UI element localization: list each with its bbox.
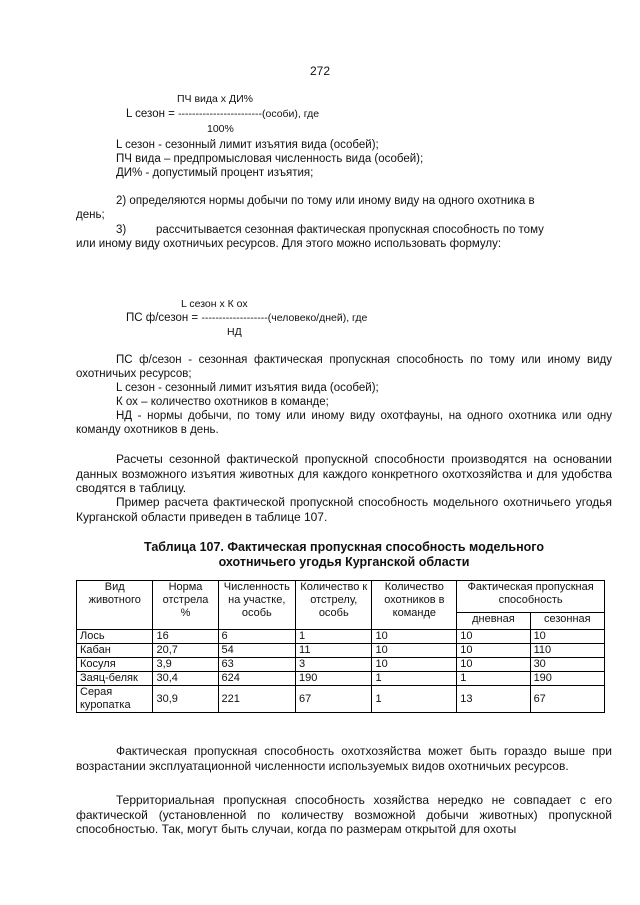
item-2-line2: день;: [76, 209, 105, 221]
cell-hunters: 10: [372, 644, 457, 658]
cell-daily: 10: [457, 630, 530, 644]
header-hunters: Количество охотников в команде: [372, 581, 457, 630]
cell-species: Лось: [77, 630, 153, 644]
header-norm: Норма отстрела %: [153, 581, 218, 630]
header-seasonal: сезонная: [530, 613, 604, 630]
cell-quota: 67: [296, 686, 372, 713]
cell-hunters: 1: [372, 686, 457, 713]
cell-daily: 10: [457, 658, 530, 672]
definition-ps: ПС ф/сезон - сезонная фактическая пропускная способность по тому или иному виду охотничьих ресурсов;: [76, 354, 612, 380]
cell-population: 624: [218, 672, 295, 686]
cell-seasonal: 10: [530, 630, 604, 644]
cell-quota: 190: [296, 672, 372, 686]
formula2-dashes: -------------------: [201, 312, 268, 324]
paragraph-actual-capacity: Фактическая пропускная способность охотхозяйства может быть гораздо выше при возрастании эксплуатационной численности используемых видов охотничьих ресурсов.: [76, 744, 612, 773]
table-header-row: [77, 581, 605, 613]
capacity-table: [76, 580, 605, 713]
table-caption-line2: охотничьего угодья Курганской области: [218, 555, 470, 569]
item-3-number: 3): [116, 224, 127, 236]
cell-seasonal: 67: [530, 686, 604, 713]
cell-seasonal: 110: [530, 644, 604, 658]
cell-population: 54: [218, 644, 295, 658]
cell-species: Серая куропатка: [77, 686, 153, 713]
cell-population: 63: [218, 658, 295, 672]
header-species: Вид животного: [77, 581, 153, 630]
paragraph-calculations: Расчеты сезонной фактической пропускной способности производятся на основании данных возможного изъятия животных для каждого конкретного охотхозяйства и для удобства сводятся в таблицу.: [76, 452, 612, 495]
paragraph-territorial-capacity: Территориальная пропускная способность хозяйства нередко не совпадает с его фактической (установленной по количеству возможной добычи животных) пропускной способностью. Так, могут быть случаи, когда по размерам открытой для охоты: [76, 793, 612, 836]
header-population: Численность на участке, особь: [218, 581, 295, 630]
table-row: [77, 630, 605, 644]
formula2-lhs: ПС ф/сезон =: [126, 312, 199, 324]
cell-daily: 13: [457, 686, 530, 713]
formula1-lhs: L сезон =: [126, 108, 175, 120]
table-row: [77, 686, 605, 713]
paragraph-example: Пример расчета фактической пропускной способность модельного охотничьего угодья Курганской области приведен в таблице 107.: [76, 495, 612, 524]
cell-population: 6: [218, 630, 295, 644]
cell-norm: 20,7: [153, 644, 218, 658]
cell-norm: 3,9: [153, 658, 218, 672]
cell-quota: 3: [296, 658, 372, 672]
definition-di: ДИ% - допустимый процент изъятия;: [116, 167, 314, 179]
formula1-numerator: ПЧ вида х ДИ%: [177, 93, 253, 105]
cell-hunters: 10: [372, 658, 457, 672]
cell-hunters: 1: [372, 672, 457, 686]
formula1-tail: (особи), где: [261, 108, 320, 120]
formula2-numerator: L сезон х К ох: [181, 298, 248, 310]
item-3-line2: или иному виду охотничьих ресурсов. Для этого можно использовать формулу:: [76, 238, 502, 250]
table-caption-line1: Таблица 107. Фактическая пропускная способность модельного: [144, 540, 544, 554]
cell-species: Заяц-беляк: [77, 672, 153, 686]
header-quota: Количество к отстрелу, особь: [296, 581, 372, 630]
formula1-line: [126, 107, 319, 121]
cell-species: Кабан: [77, 644, 153, 658]
definition-k: К ох – количество охотников в команде;: [116, 396, 329, 408]
table-row: [77, 658, 605, 672]
cell-quota: 1: [296, 630, 372, 644]
item-2-line1: 2) определяются нормы добычи по тому или иному виду на одного охотника в: [116, 195, 535, 207]
cell-norm: 30,9: [153, 686, 218, 713]
cell-species: Косуля: [77, 658, 153, 672]
formula2-line: [126, 311, 367, 325]
formula1-dashes: ------------------------: [178, 108, 262, 120]
definition-nd: НД - нормы добычи, по тому или иному виду охотфауны, на одного охотника или одну команду охотников в день.: [76, 410, 612, 436]
table-row: [77, 672, 605, 686]
formula2-denominator: НД: [227, 326, 242, 338]
definition-pch: ПЧ вида – предпромысловая численность вида (особей);: [116, 153, 424, 165]
formula2-tail: (человеко/дней), где: [267, 312, 368, 324]
cell-hunters: 10: [372, 630, 457, 644]
header-daily: дневная: [457, 613, 530, 630]
formula1-denominator: 100%: [207, 123, 234, 135]
item-3-line1: рассчитывается сезонная фактическая пропускная способность по тому: [156, 224, 544, 236]
definition-l-season: L сезон - сезонный лимит изъятия вида (особей);: [116, 139, 379, 151]
definition-l-season-2: L сезон - сезонный лимит изъятия вида (особей);: [116, 382, 379, 394]
cell-norm: 30,4: [153, 672, 218, 686]
page-number: 272: [309, 64, 331, 78]
cell-seasonal: 190: [530, 672, 604, 686]
cell-daily: 10: [457, 644, 530, 658]
cell-quota: 11: [296, 644, 372, 658]
cell-seasonal: 30: [530, 658, 604, 672]
header-capacity: Фактическая пропускная способность: [457, 581, 605, 613]
cell-norm: 16: [153, 630, 218, 644]
table-row: [77, 644, 605, 658]
cell-daily: 1: [457, 672, 530, 686]
cell-population: 221: [218, 686, 295, 713]
